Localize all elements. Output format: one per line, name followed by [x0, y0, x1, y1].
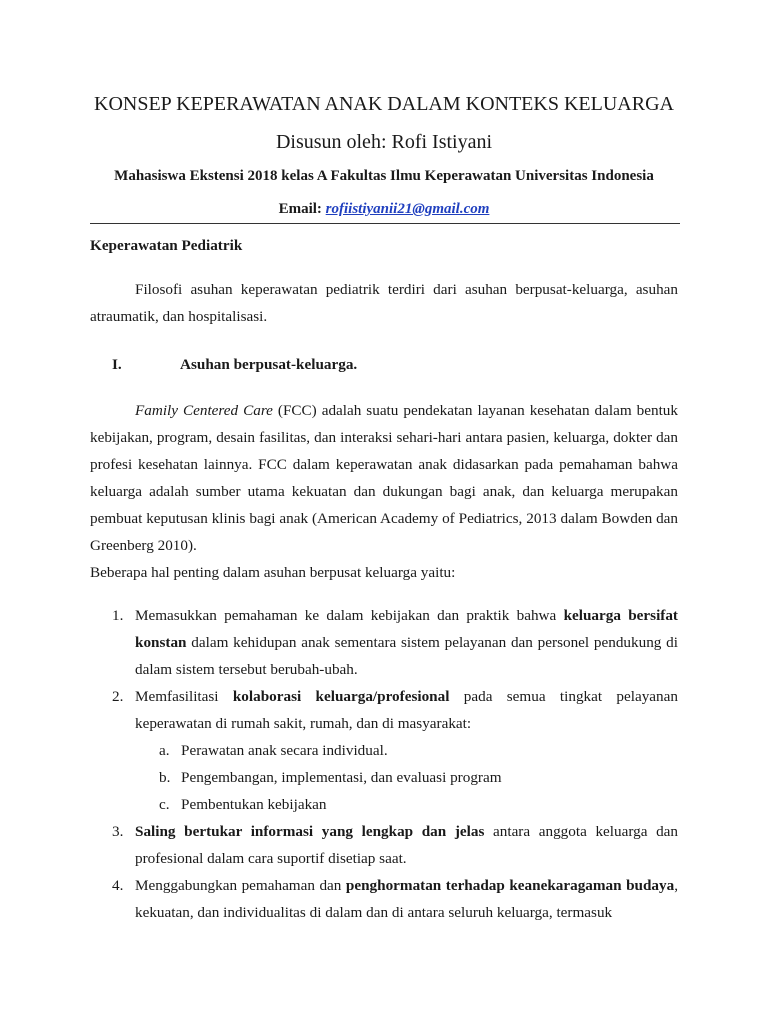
intro-paragraph: Filosofi asuhan keperawatan pediatrik terdiri dari asuhan berpusat-keluarga, asuhan atraumatik, dan hospitalisasi.	[90, 281, 678, 325]
fcc-paragraph	[90, 397, 678, 559]
document-title: KONSEP KEPERAWATAN ANAK DALAM KONTEKS KELUARGA	[94, 93, 674, 115]
section-heading: Keperawatan Pediatrik	[90, 237, 243, 254]
list-item: 4. Menggabungkan pemahaman dan penghormatan terhadap keanekaragaman budaya, kekuatan, dan individualitas di dalam dan di antara seluruh keluarga, termasuk	[112, 877, 678, 921]
author-line: Disusun oleh: Rofi Istiyani	[275, 131, 493, 153]
email-label: Email:	[278, 201, 326, 217]
list-intro: Beberapa hal penting dalam asuhan berpusat keluarga yaitu:	[90, 564, 456, 581]
fcc-list	[90, 602, 678, 926]
email-line	[0, 199, 768, 219]
sub-list-item: b. Pengembangan, implementasi, dan evaluasi program	[159, 769, 502, 786]
fcc-term: Family Centered Care	[135, 402, 273, 419]
list-item: 1. Memasukkan pemahaman ke dalam kebijakan dan praktik bahwa keluarga bersifat konstan dalam kehidupan anak sementara sistem pelayanan dan personel pendukung di dalam sistem tersebut berubah-ubah.	[112, 607, 678, 678]
section-1-heading	[90, 351, 678, 378]
section-1-title: Asuhan berpusat-keluarga.	[180, 356, 358, 373]
email-link[interactable]: rofiistiyanii21@gmail.com	[325, 201, 490, 217]
section-1-number: I.	[112, 356, 122, 373]
sub-list-item: c. Pembentukan kebijakan	[159, 796, 327, 813]
sub-list-item: a. Perawatan anak secara individual.	[159, 742, 388, 759]
list-item: 2. Memfasilitasi kolaborasi keluarga/profesional pada semua tingkat pelayanan keperawatan di rumah sakit, rumah, dan di masyarakat: a. Perawatan anak secara individual. b. Pengembangan, implementasi, dan evaluasi program c. Pembentukan kebijakan	[90, 683, 678, 818]
list-item: 3. Saling bertukar informasi yang lengkap dan jelas antara anggota keluarga dan profesional dalam cara suportif disetiap saat.	[112, 823, 679, 867]
sub-list	[135, 737, 678, 818]
fcc-text: (FCC) adalah suatu pendekatan layanan kesehatan dalam bentuk kebijakan, program, desain fasilitas, dan interaksi sehari-hari antara pasien, keluarga, dokter dan profesi kesehatan lainnya. FCC dalam keperawatan anak didasarkan pada pemahaman bahwa keluarga adalah sumber utama kekuatan dan dukungan bagi anak, dan keluarga merupakan pembuat keputusan klinis bagi anak (American Academy of Pediatrics, 2013 dalam Bowden dan Greenberg 2010).	[90, 402, 678, 554]
affiliation-line: Mahasiswa Ekstensi 2018 kelas A Fakultas Ilmu Keperawatan Universitas Indonesia	[114, 168, 654, 184]
header-divider	[90, 223, 680, 224]
document-body	[90, 232, 678, 926]
